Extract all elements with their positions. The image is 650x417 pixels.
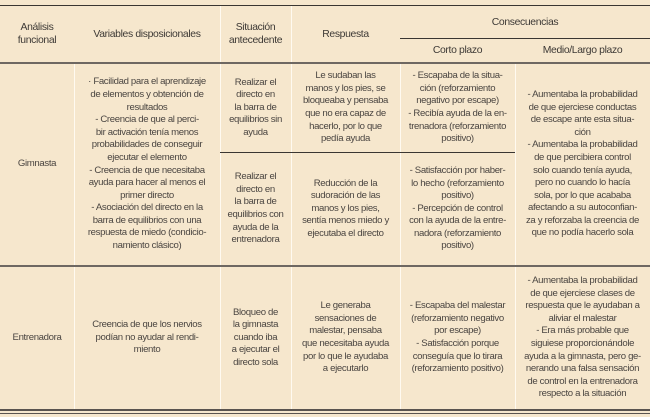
header-analisis: Análisis funcional	[17, 22, 57, 46]
header-situacion: Situación antecedente	[228, 22, 283, 46]
cell-situacion-1: Realizar el directo en la barra de equilibrios sin ayuda	[229, 76, 282, 138]
cell-analisis-entrenadora: Entrenadora	[12, 331, 62, 343]
header-variables: Variables disposicionales	[93, 28, 201, 40]
header-medio-largo-plazo: Medio/Largo plazo	[542, 45, 623, 56]
header-respuesta: Respuesta	[322, 28, 369, 40]
cell-corto-entrenadora: - Escapaba del malestar (reforzamiento negativo por escape) - Satisfacción porque conseguía que lo tirara (reforzamiento positivo)	[409, 300, 506, 375]
cell-respuesta-2: Reducción de la sudoración de las manos y los pies, sentía menos miedo y ejecutaba el directo	[302, 177, 389, 239]
cell-medio-entrenadora: - Aumentaba la probabilidad de que ejerciese clases de respuesta que le ayudaban a aliviar el malestar - Era más probable que siguiese proporcionándole ayuda a la gimnasta, pero ge- nerando una falsa sensación de control en la entrenadora respecto a la situación	[524, 275, 641, 400]
table-bottom-rule	[0, 413, 650, 414]
header-corto-plazo: Corto plazo	[432, 45, 483, 56]
cell-variables-entrenadora: Creencia de que los nervios podían no ayudar al rendi- miento	[92, 319, 202, 356]
cell-corto-2: - Satisfacción por haber- lo hecho (reforzamiento positivo) - Percepción de control con la ayuda de la entre- nadora (reforzamiento positivo)	[409, 164, 506, 252]
table-bottom-rule	[0, 409, 650, 411]
cell-medio-gimnasta: - Aumentaba la probabilidad de que ejerciese conductas de escape ante esta situa- ción - Aumentaba la probabilidad de que percibiera control solo cuando tenía ayuda, pero no cuando lo hacía sola, por lo que acababa afectando a su autoconfian- za y reforzaba la creencia de que no podía hacerlo sola	[525, 88, 640, 239]
cell-analisis-gimnasta: Gimnasta	[17, 158, 57, 170]
cell-respuesta-1: Le sudaban las manos y los pies, se bloqueaba y pensaba que no era capaz de hacerlo, por lo que pedía ayuda	[302, 70, 389, 145]
cell-corto-1: - Escapaba de la situa- ción (reforzamiento negativo por escape) - Recibía ayuda de la en- trenadora (reforzamiento positivo)	[408, 70, 507, 145]
cell-situacion-2: Realizar el directo en la barra de equilibrios con ayuda de la entrenadora	[227, 171, 284, 246]
cell-variables-gimnasta: · Facilidad para el aprendizaje de elementos y obtención de resultados - Creencia de que al perci- bir activación tenía menos probabilidades de conseguir ejecutar el elemento - Creencia de que necesitaba ayuda para hacer al menos el primer directo - Asociación del directo en la barra de equilibrios con una respuesta de miedo (condicio- namiento clásico)	[87, 76, 207, 252]
cell-respuesta-entrenadora: Le generaba sensaciones de malestar, pensaba que necesitaba ayuda por lo que le ayudaba a ejecutarlo	[302, 300, 389, 375]
cell-situacion-entrenadora: Bloqueo de la gimnasta cuando iba a ejecutar el directo sola	[231, 306, 280, 368]
header-consecuencias: Consecuencias	[491, 16, 559, 28]
